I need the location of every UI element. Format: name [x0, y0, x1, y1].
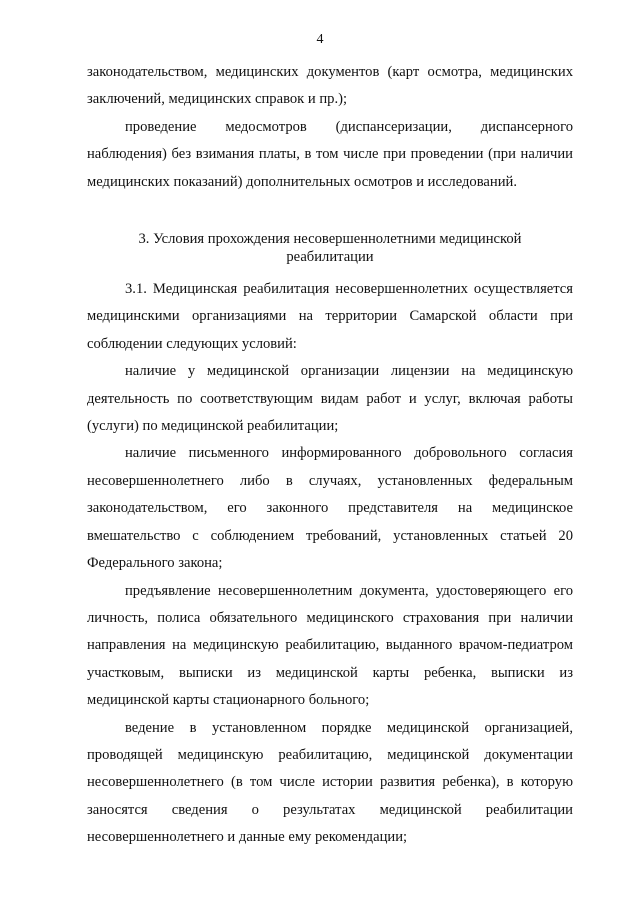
section-heading [87, 230, 573, 266]
paragraph: законодательством, медицинских документов (карт осмотра, медицинских заключений, медицинских справок и пр.); [87, 64, 573, 108]
section-heading-line: 3. Условия прохождения несовершеннолетними медицинской [138, 231, 522, 248]
paragraph: предъявление несовершеннолетним документа, удостоверяющего его личность, полиса обязательного медицинского страхования при наличии направления на медицинскую реабилитацию, выданного врачом-педиатром участковым, выписки из медицинской карты ребенка, выписки из медицинской карты стационарного больного; [87, 582, 573, 709]
paragraph: проведение медосмотров (диспансеризации, диспансерного наблюдения) без взимания платы, в том числе при проведении (при наличии медицинских показаний) дополнительных осмотров и исследований. [87, 118, 573, 190]
document-body [87, 59, 573, 852]
section-heading-line: реабилитации [286, 249, 374, 266]
paragraph: 3.1. Медицинская реабилитация несовершеннолетних осуществляется медицинскими организациями на территории Самарской области при соблюдении следующих условий: [87, 281, 573, 352]
paragraph: ведение в установленном порядке медицинской организацией, проводящей медицинскую реабилитацию, медицинской документации несовершеннолетнего (в том числе истории развития ребенка), в которую заносятся сведения о результатах медицинской реабилитации несовершеннолетнего и данные ему рекомендации; [87, 719, 573, 846]
page-number: 4 [316, 32, 324, 47]
paragraph: наличие письменного информированного добровольного согласия несовершеннолетнего либо в случаях, установленных федеральным законодательством, его законного представителя на медицинское вмешательство с соблюдением требований, установленных статьей 20 Федерального закона; [87, 445, 573, 572]
paragraph: наличие у медицинской организации лицензии на медицинскую деятельность по соответствующим видам работ и услуг, включая работы (услуги) по медицинской реабилитации; [87, 363, 573, 435]
